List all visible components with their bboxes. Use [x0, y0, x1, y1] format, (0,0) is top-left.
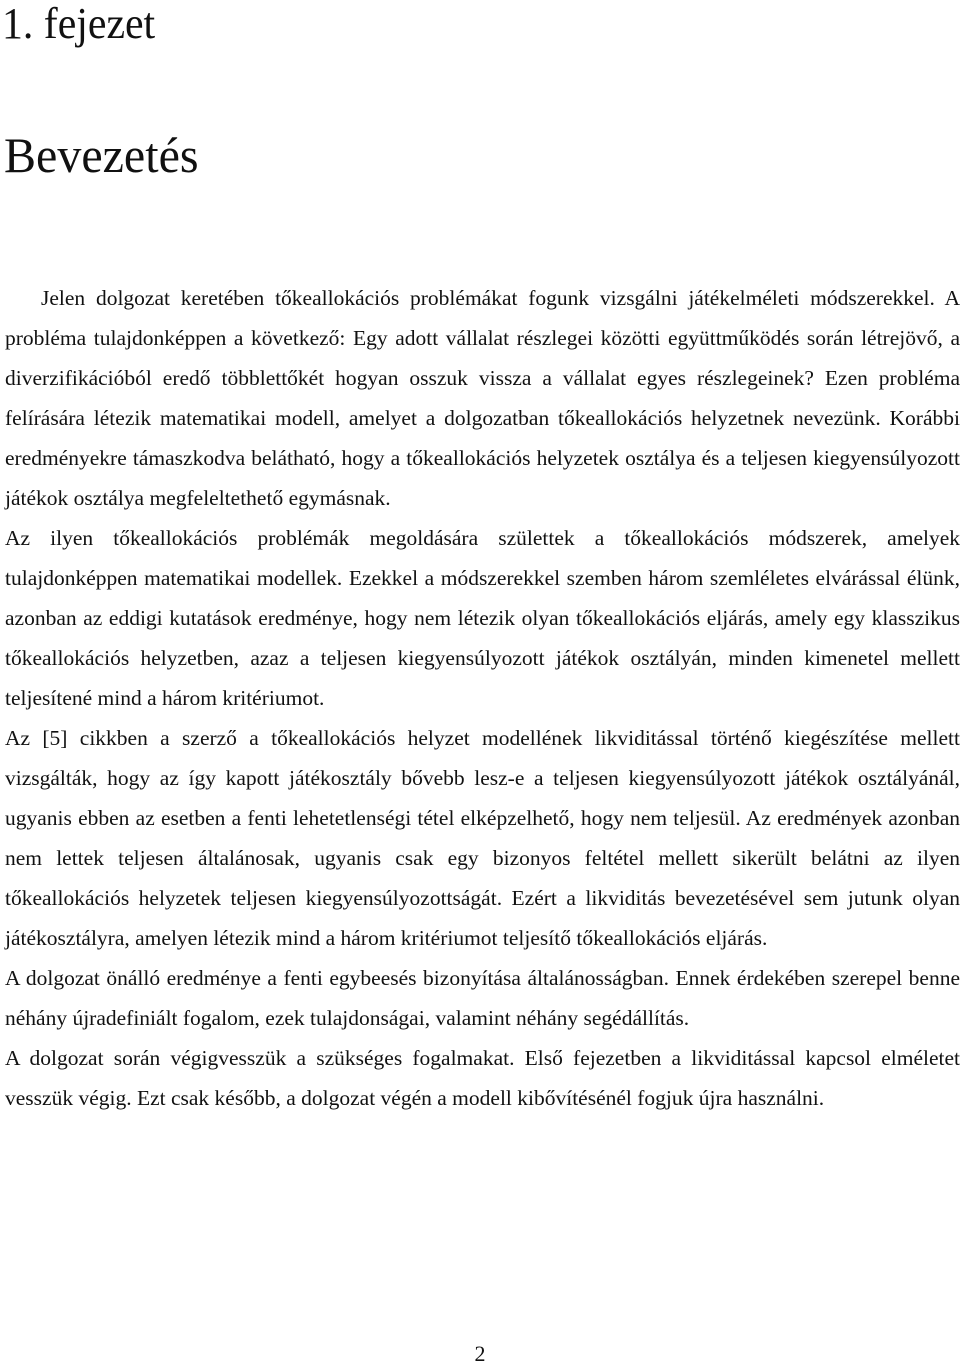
chapter-label: 1. fejezet — [2, 0, 156, 48]
paragraph-2: Az ilyen tőkeallokációs problémák megoldására születtek a tőkeallokációs módszerek, amelyek tulajdonképpen matematikai modellek. Ezekkel a módszerekkel szemben három szemléletes elvárással élünk, azonban az eddigi kutatások eredménye, hogy nem létezik olyan tőkeallokációs eljárás, amely egy klasszikus tőkeallokációs helyzetben, azaz a teljesen kiegyensúlyozott játékok osztályán, minden kimenetel mellett teljesítené mind a három kritériumot. — [5, 526, 960, 710]
paragraph-5: A dolgozat során végigvesszük a szükséges fogalmakat. Első fejezetben a likviditással kapcsol elméletet vesszük végig. Ezt csak később, a dolgozat végén a modell kibővítésénél fogjuk újra használni. — [5, 1046, 960, 1110]
body-text — [5, 278, 960, 1118]
paragraph-4: A dolgozat önálló eredménye a fenti egybeesés bizonyítása általánosságban. Ennek érdekében szerepel benne néhány újradefiniált fogalom, ezek tulajdonságai, valamint néhány segédállítás. — [5, 966, 960, 1030]
paragraph-1: Jelen dolgozat keretében tőkeallokációs problémákat fogunk vizsgálni játékelméleti módszerekkel. A probléma tulajdonképpen a következő: Egy adott vállalat részlegei közötti együttműködés során létrejövő, a diverzifikációból eredő többlettőkét hogyan osszuk vissza a vállalat egyes részlegeinek? Ezen probléma felírására létezik matematikai modell, amelyet a dolgozatban tőkeallokációs helyzetnek nevezünk. Korábbi eredményekre támaszkodva belátható, hogy a tőkeallokációs helyzetek osztálya és a teljesen kiegyensúlyozott játékok osztálya megfeleltethető egymásnak. — [5, 286, 960, 510]
paragraph-3: Az [5] cikkben a szerző a tőkeallokációs helyzet modellének likviditással történő kiegészítése mellett vizsgálták, hogy az így kapott játékosztály bővebb lesz-e a teljesen kiegyensúlyozott játékok osztályánál, ugyanis ebben az esetben a fenti lehetetlenségi tétel elképzelhető, hogy nem teljesül. Az eredmények azonban nem lettek teljesen általánosak, ugyanis csak egy bizonyos feltétel mellett sikerült belátni az ilyen tőkeallokációs helyzetek teljesen kiegyensúlyozottságát. Ezért a likviditás bevezetésével sem jutunk olyan játékosztályra, amelyen létezik mind a három kritériumot teljesítő tőkeallokációs eljárás. — [5, 726, 960, 950]
page-number: 2 — [474, 1341, 486, 1366]
chapter-title: Bevezetés — [4, 127, 199, 183]
